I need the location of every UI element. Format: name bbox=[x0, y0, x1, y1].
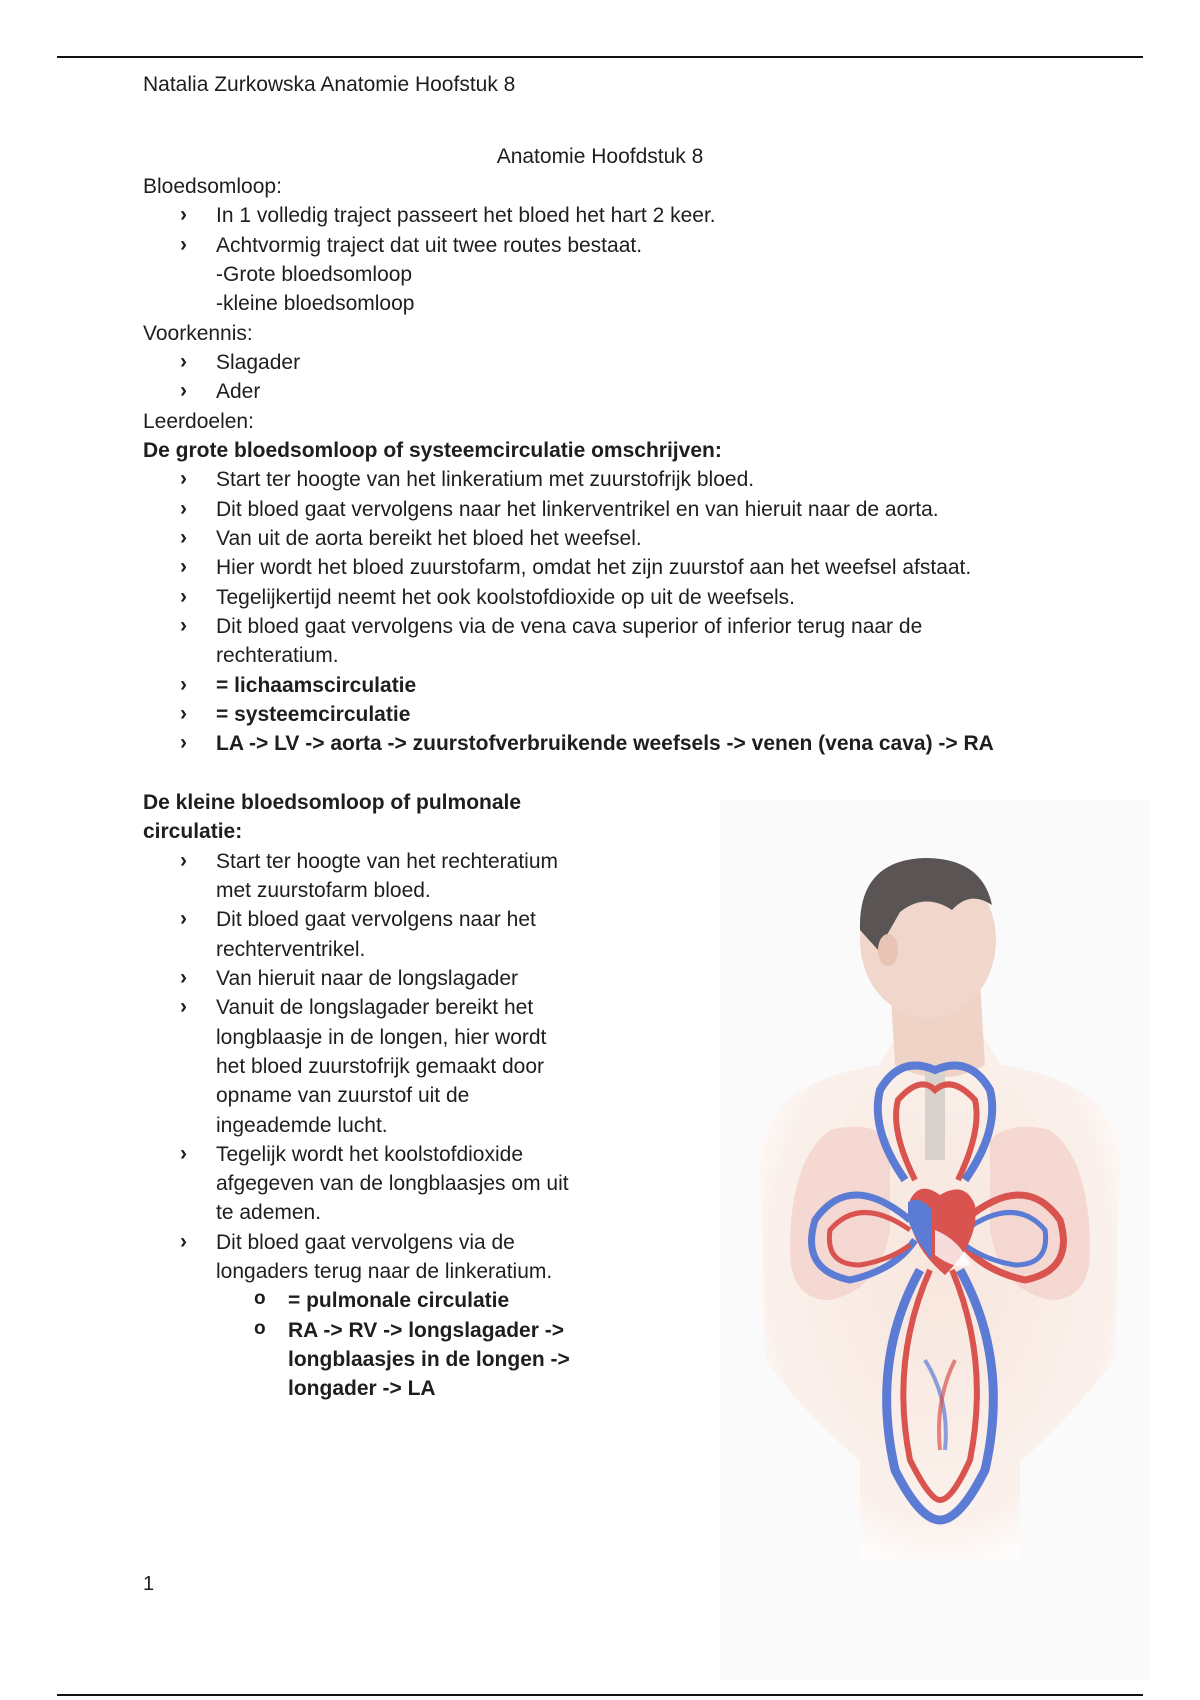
list-item: › Tegelijkertijd neemt het ook koolstofdioxide op uit de weefsels. bbox=[216, 586, 795, 610]
list-item-continuation: met zuurstofarm bloed. bbox=[216, 879, 431, 902]
circulation-diagram-icon bbox=[720, 800, 1150, 1680]
list-item-continuation: longaders terug naar de linkeratium. bbox=[216, 1260, 553, 1283]
list-item: › Start ter hoogte van het linkeratium met zuurstofrijk bloed. bbox=[216, 468, 754, 492]
top-rule bbox=[57, 56, 1143, 58]
list-item: › Dit bloed gaat vervolgens via de vena cava superior of inferior terug naar de bbox=[216, 615, 922, 639]
list-item-continuation: te ademen. bbox=[216, 1201, 322, 1224]
list-item-bold: › = lichaamscirculatie bbox=[216, 674, 416, 698]
list-item: › Slagader bbox=[216, 351, 300, 375]
section-heading-bloedsomloop: Bloedsomloop: bbox=[143, 175, 282, 198]
list-item: › Start ter hoogte van het rechteratium bbox=[216, 850, 558, 874]
list-item: › Dit bloed gaat vervolgens via de bbox=[216, 1231, 515, 1255]
route-item: -Grote bloedsomloop bbox=[216, 263, 413, 286]
section-heading-kleine: De kleine bloedsomloop of pulmonale bbox=[143, 791, 522, 814]
page-number: 1 bbox=[143, 1573, 155, 1595]
list-item-continuation: ingeademde lucht. bbox=[216, 1114, 388, 1137]
list-item: › Tegelijk wordt het koolstofdioxide bbox=[216, 1143, 523, 1167]
sub-list-item: o RA -> RV -> longslagader -> bbox=[288, 1319, 564, 1343]
list-item: › In 1 volledig traject passeert het bloed het hart 2 keer. bbox=[216, 204, 716, 228]
list-item: › Van uit de aorta bereikt het bloed het weefsel. bbox=[216, 527, 642, 551]
document-title: Anatomie Hoofdstuk 8 bbox=[496, 145, 704, 168]
sub-list-item: o = pulmonale circulatie bbox=[288, 1289, 509, 1313]
list-item-continuation: rechteratium. bbox=[216, 644, 339, 667]
list-item-bold: › LA -> LV -> aorta -> zuurstofverbruikende weefsels -> venen (vena cava) -> RA bbox=[216, 732, 994, 756]
section-heading-leerdoelen: Leerdoelen: bbox=[143, 410, 254, 433]
route-item: -kleine bloedsomloop bbox=[216, 292, 415, 315]
list-item: › Dit bloed gaat vervolgens naar het linkerventrikel en van hieruit naar de aorta. bbox=[216, 498, 939, 522]
list-item: › Ader bbox=[216, 380, 260, 404]
list-item: › Dit bloed gaat vervolgens naar het bbox=[216, 908, 536, 932]
sub-list-item-continuation: longader -> LA bbox=[288, 1377, 436, 1400]
list-item-bold: › = systeemcirculatie bbox=[216, 703, 410, 727]
list-item-continuation: opname van zuurstof uit de bbox=[216, 1084, 470, 1107]
list-item-continuation: rechterventrikel. bbox=[216, 938, 366, 961]
section-heading-grote: De grote bloedsomloop of systeemcirculatie omschrijven: bbox=[143, 439, 722, 462]
section-heading-voorkennis: Voorkennis: bbox=[143, 322, 253, 345]
list-item: › Hier wordt het bloed zuurstofarm, omdat het zijn zuurstof aan het weefsel afstaat. bbox=[216, 556, 971, 580]
list-item-continuation: afgegeven van de longblaasjes om uit bbox=[216, 1172, 569, 1195]
list-item: › Vanuit de longslagader bereikt het bbox=[216, 996, 533, 1020]
sub-list-item-continuation: longblaasjes in de longen -> bbox=[288, 1348, 570, 1371]
section-heading-kleine-cont: circulatie: bbox=[143, 820, 243, 843]
page-header: Natalia Zurkowska Anatomie Hoofstuk 8 bbox=[143, 73, 516, 96]
list-item: › Van hieruit naar de longslagader bbox=[216, 967, 518, 991]
bottom-rule bbox=[57, 1694, 1143, 1696]
list-item-continuation: het bloed zuurstofrijk gemaakt door bbox=[216, 1055, 545, 1078]
list-item: › Achtvormig traject dat uit twee routes bestaat. bbox=[216, 234, 642, 258]
list-item-continuation: longblaasje in de longen, hier wordt bbox=[216, 1026, 547, 1049]
